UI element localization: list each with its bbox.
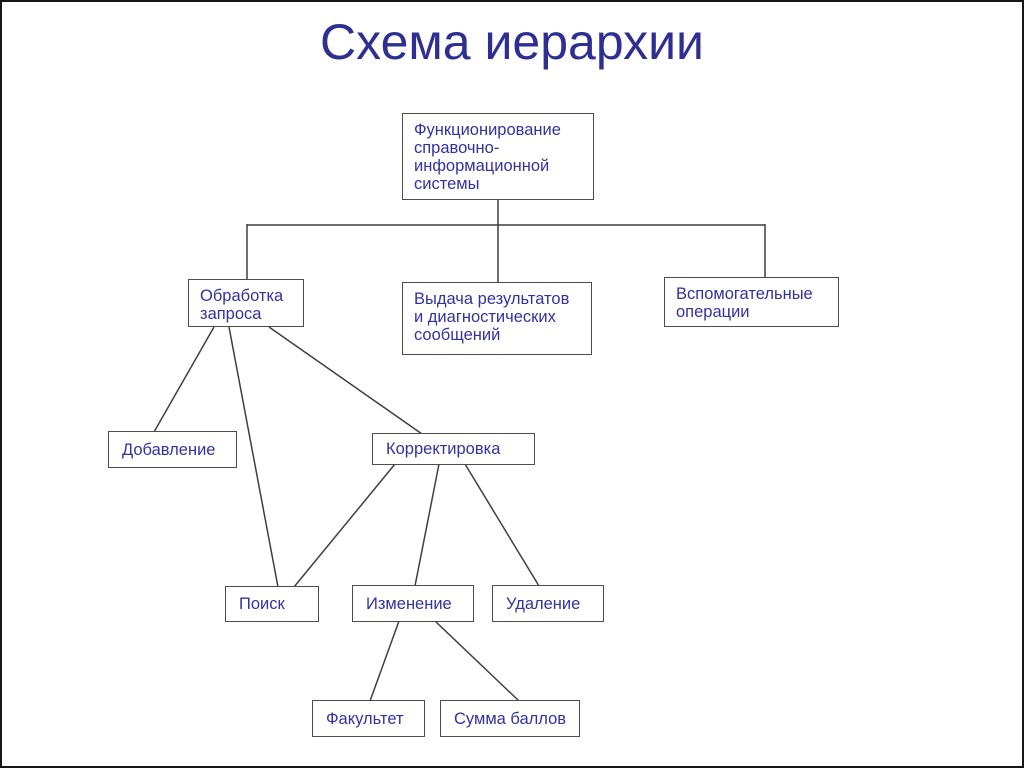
edge-processing-addition xyxy=(154,327,214,432)
node-correction: Корректировка xyxy=(372,433,535,465)
edge-change-faculty xyxy=(370,621,399,701)
edge-correction-search xyxy=(294,464,395,587)
node-faculty: Факультет xyxy=(312,700,425,737)
edge-change-score-sum xyxy=(435,621,519,701)
node-score-sum: Сумма баллов xyxy=(440,700,580,737)
node-root: Функционирование справочно-информационной системы xyxy=(402,113,594,200)
node-results: Выдача результатов и диагностических сообщений xyxy=(402,282,592,355)
node-deletion: Удаление xyxy=(492,585,604,622)
node-change: Изменение xyxy=(352,585,474,622)
node-search: Поиск xyxy=(225,586,319,622)
node-addition: Добавление xyxy=(108,431,237,468)
node-processing: Обработка запроса xyxy=(188,279,304,327)
edge-correction-change xyxy=(415,464,439,586)
node-auxiliary: Вспомогательные операции xyxy=(664,277,839,327)
edge-correction-deletion xyxy=(465,464,539,586)
page-title: Схема иерархии xyxy=(320,14,704,70)
edge-processing-correction xyxy=(269,327,422,434)
